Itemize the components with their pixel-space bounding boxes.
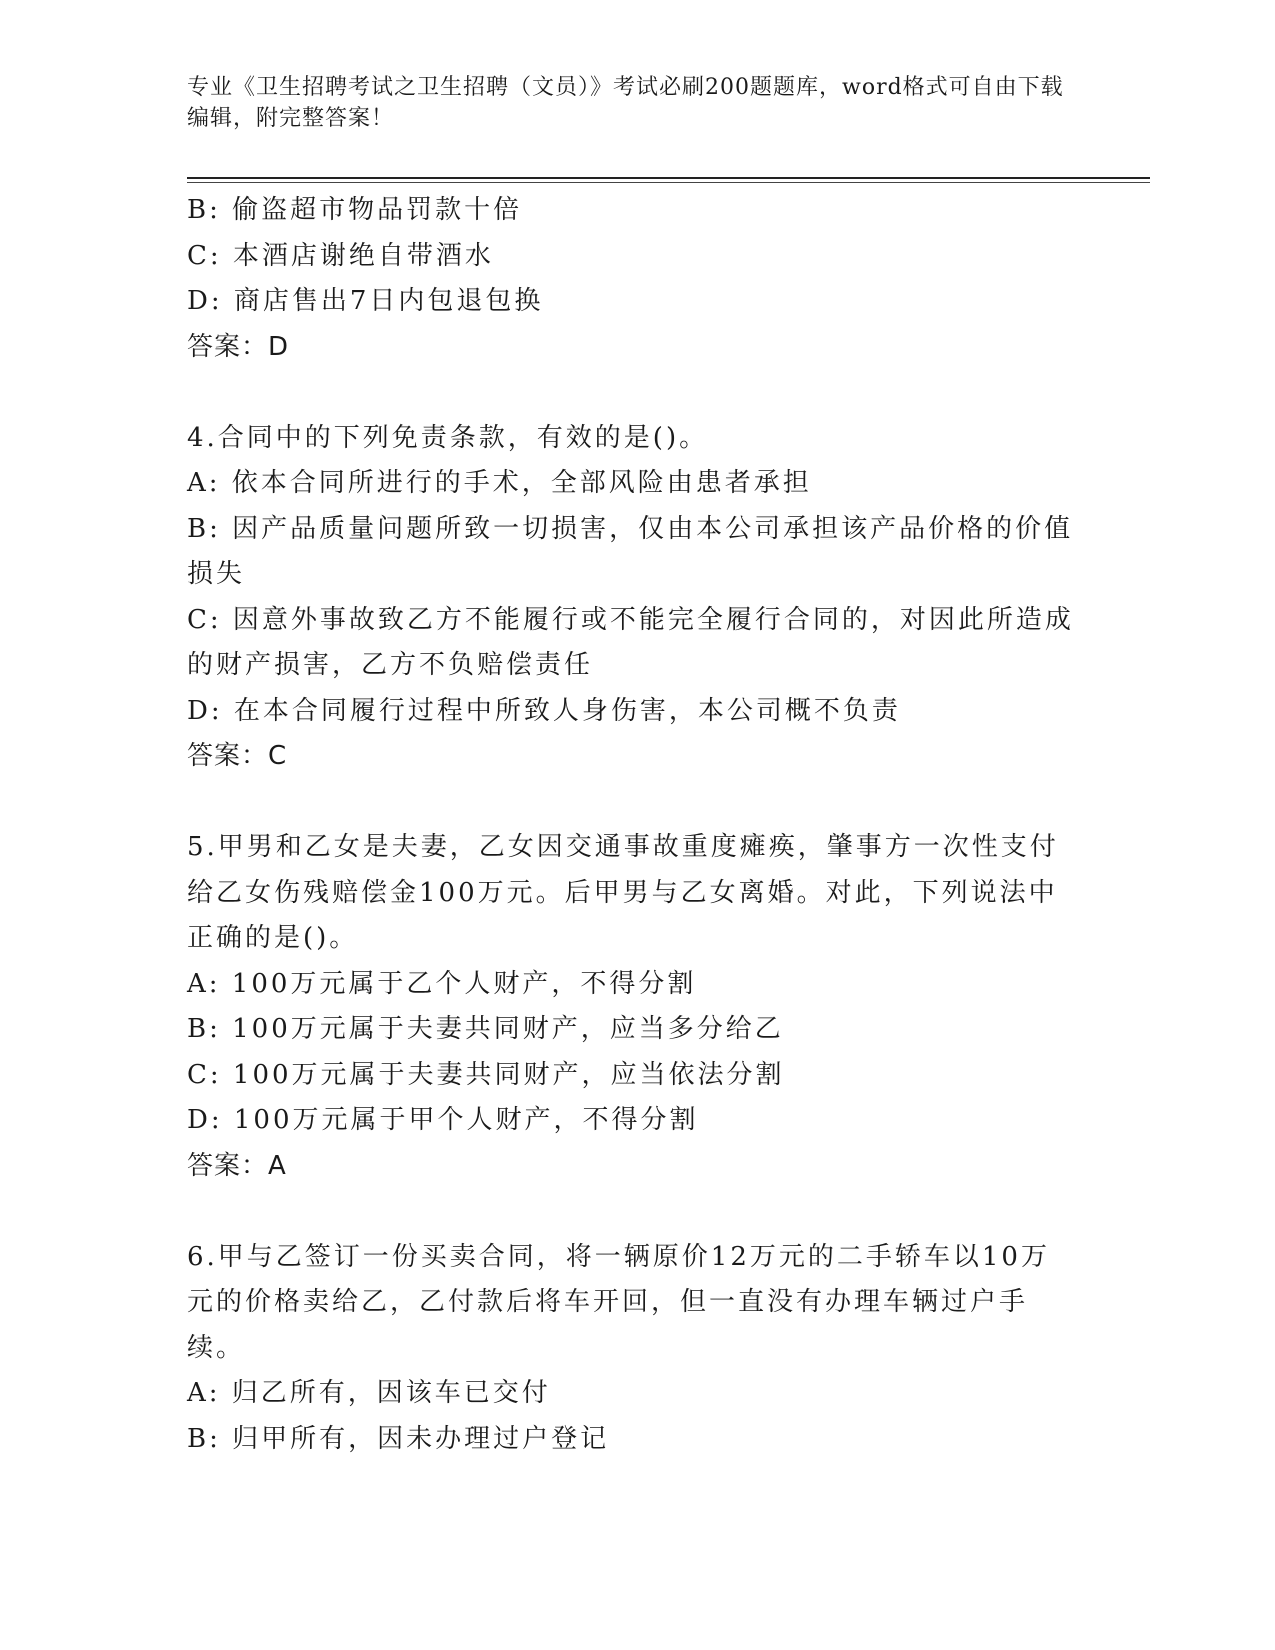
question-5 [187, 825, 1077, 1189]
option-c: C: 本酒店谢绝自带酒水 [187, 240, 494, 271]
question-3-tail [187, 188, 1077, 370]
option-d: D: 100万元属于甲个人财产，不得分割 [187, 1105, 699, 1135]
spacer [187, 1189, 1077, 1235]
spacer [187, 370, 1077, 416]
option-d: D: 在本合同履行过程中所致人身伤害，本公司概不负责 [187, 695, 901, 726]
option-a: A: 依本合同所进行的手术，全部风险由患者承担 [187, 468, 812, 498]
answer-label: 答案：D [187, 331, 290, 362]
option-b: B: 因产品质量问题所致一切损害，仅由本公司承担该产品价格的价值损失 [187, 513, 1074, 589]
option-c: C: 100万元属于夫妻共同财产，应当依法分割 [187, 1059, 785, 1090]
option-c: C: 因意外事故致乙方不能履行或不能完全履行合同的，对因此所造成的财产损害，乙方不负赔偿责任 [187, 604, 1074, 680]
option-a: A: 归乙所有，因该车已交付 [187, 1378, 551, 1408]
question-6 [187, 1235, 1077, 1463]
question-stem: 5.甲男和乙女是夫妻，乙女因交通事故重度瘫痪，肇事方一次性支付给乙女伤残赔偿金100万元。后甲男与乙女离婚。对此，下列说法中正确的是()。 [187, 832, 1059, 953]
option-a: A: 100万元属于乙个人财产，不得分割 [187, 968, 697, 999]
option-b: B: 偷盗超市物品罚款十倍 [187, 195, 523, 225]
header-divider-thick [187, 177, 1150, 179]
option-b: B: 100万元属于夫妻共同财产，应当多分给乙 [187, 1014, 784, 1044]
header-divider-thin [187, 182, 1150, 183]
question-stem: 6.甲与乙签订一份买卖合同，将一辆原价12万元的二手轿车以10万元的价格卖给乙，乙付款后将车开回，但一直没有办理车辆过户手续。 [187, 1241, 1050, 1363]
question-stem: 4.合同中的下列免责条款，有效的是()。 [187, 422, 709, 453]
answer-label: 答案：A [187, 1150, 287, 1181]
option-b: B: 归甲所有，因未办理过户登记 [187, 1423, 610, 1454]
spacer [187, 780, 1077, 826]
question-4 [187, 416, 1077, 780]
document-header-intro: 专业《卫生招聘考试之卫生招聘（文员）》考试必刷200题题库，word格式可自由下载编辑，附完整答案！ [187, 75, 1064, 131]
option-d: D: 商店售出7日内包退包换 [187, 286, 544, 316]
answer-label: 答案：C [187, 741, 288, 771]
question-list [187, 188, 1077, 1462]
